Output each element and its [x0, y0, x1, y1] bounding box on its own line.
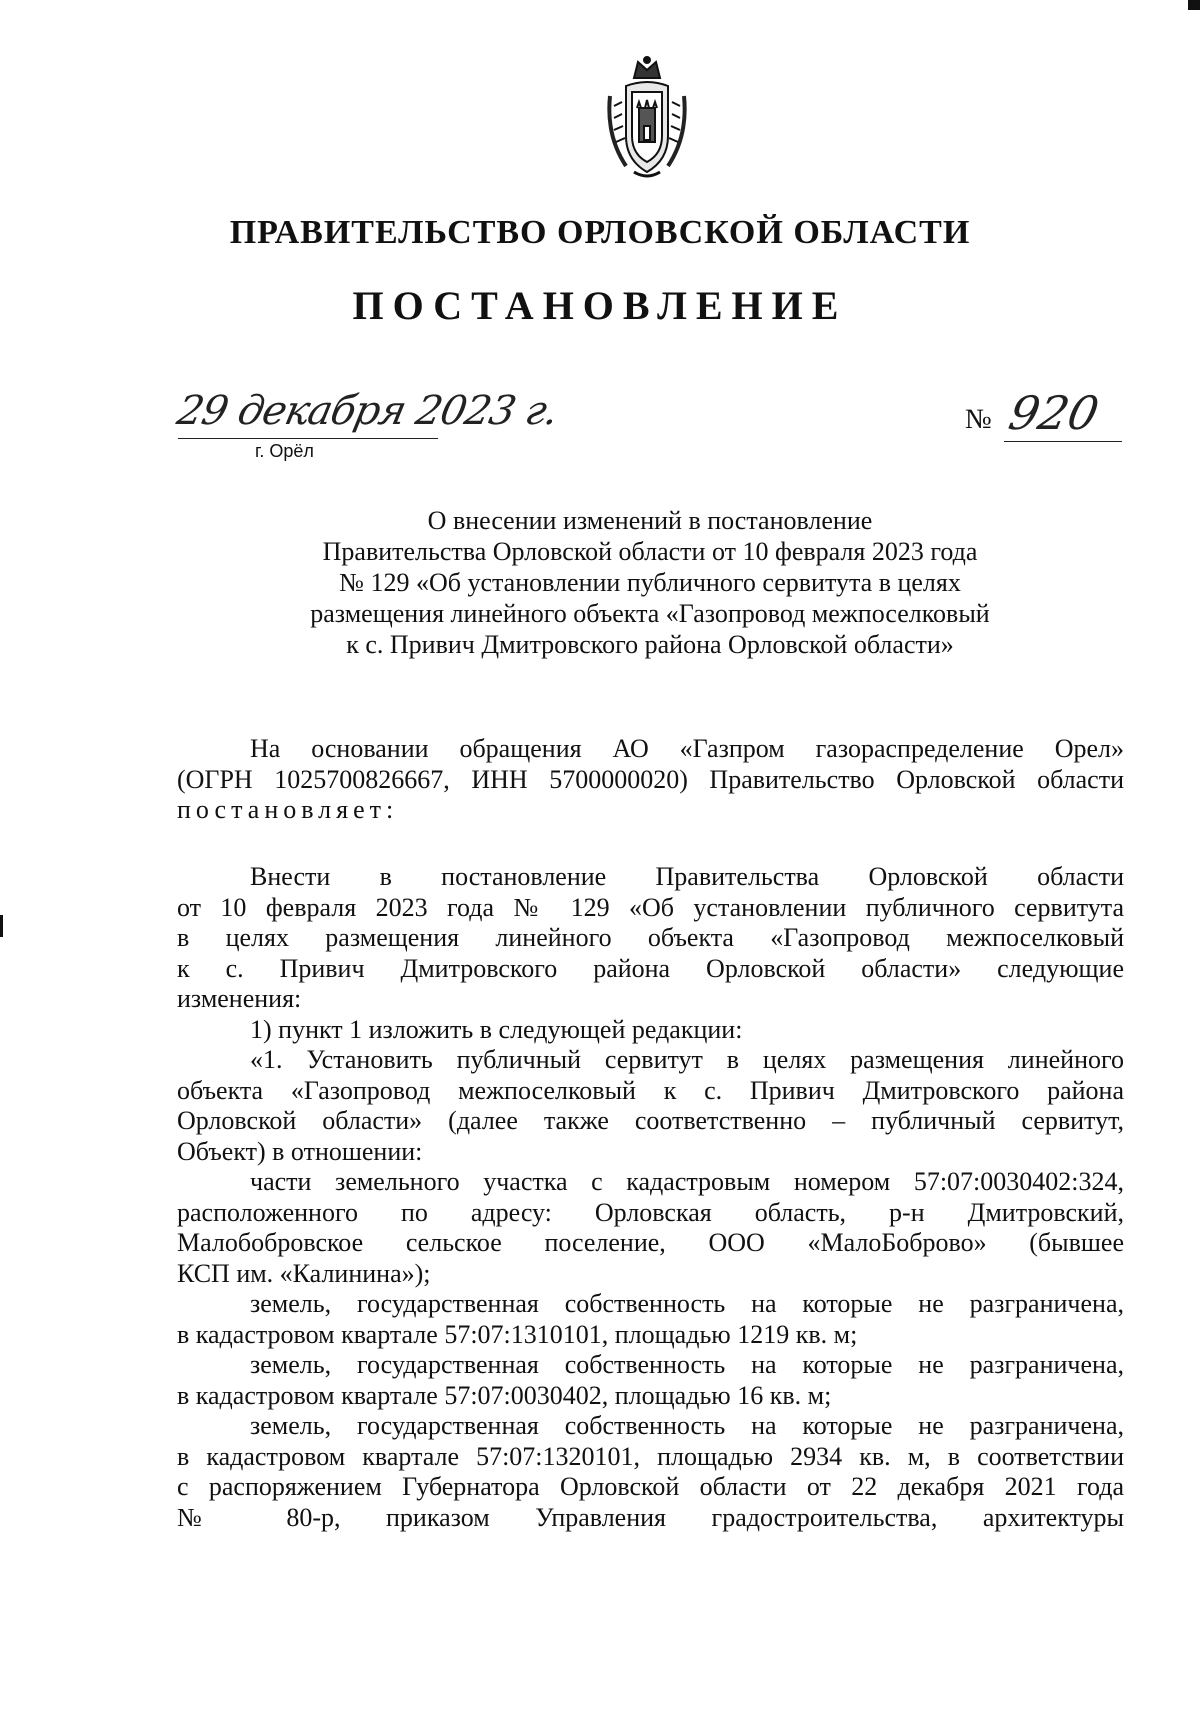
subject-line: Правительства Орловской области от 10 февраля 2023 года	[322, 537, 978, 566]
body-line: Объект) в отношении:	[177, 1136, 423, 1166]
body-line: с распоряжением Губернатора Орловской области от 22 декабря 2021 года	[177, 1472, 1124, 1501]
number-underline	[1004, 441, 1122, 442]
handwritten-date: 29 декабря 2023 г.	[173, 388, 562, 434]
body-line: в кадастровом квартале 57:07:1320101, площадью 2934 кв. м, в соответствии	[177, 1441, 1124, 1471]
body-line: в кадастровом квартале 57:07:0030402, площадью 16 кв. м;	[177, 1380, 832, 1410]
city-label: г. Орёл	[255, 441, 314, 461]
body-line: от 10 февраля 2023 года № 129 «Об установлении публичного сервитута	[177, 892, 1124, 922]
body-line: изменения:	[177, 984, 302, 1013]
coat-of-arms-icon	[604, 56, 690, 180]
body-line: Внести в постановление Правительства Орловской области	[250, 862, 1124, 891]
body-line: расположенного по адресу: Орловская область, р-н Дмитровский,	[177, 1197, 1124, 1227]
date-underline	[178, 438, 438, 439]
preamble	[177, 734, 1124, 826]
preamble-line: На основании обращения АО «Газпром газораспределение Орел»	[250, 734, 1124, 763]
document-subject	[200, 505, 1100, 660]
body-line: 1) пункт 1 изложить в следующей редакции:	[250, 1014, 743, 1044]
preamble-line: (ОГРН 1025700826667, ИНН 5700000020) Правительство Орловской области	[177, 764, 1124, 794]
document-type-heading: ПОСТАНОВЛЕНИЕ	[352, 283, 848, 328]
body-line: части земельного участка с кадастровым номером 57:07:0030402:324,	[250, 1167, 1124, 1196]
number-sign: №	[965, 404, 992, 435]
resolves-word: постановляет:	[177, 795, 399, 824]
body-line: в кадастровом квартале 57:07:1310101, площадью 1219 кв. м;	[177, 1319, 858, 1349]
body-line: в целях размещения линейного объекта «Газопровод межпоселковый	[177, 923, 1124, 952]
body-line: к с. Привич Дмитровского района Орловской области» следующие	[177, 953, 1124, 983]
subject-line: О внесении изменений в постановление	[427, 506, 873, 535]
subject-line: размещения линейного объекта «Газопровод межпоселковый	[310, 599, 990, 628]
body-line: земель, государственная собственность на которые не разграничена,	[250, 1350, 1124, 1379]
body-line: земель, государственная собственность на которые не разграничена,	[250, 1411, 1124, 1440]
government-title: ПРАВИТЕЛЬСТВО ОРЛОВСКОЙ ОБЛАСТИ	[229, 214, 971, 251]
body-line: Орловской области» (далее также соответственно – публичный сервитут,	[177, 1106, 1124, 1135]
body-line: № 80-р, приказом Управления градостроительства, архитектуры	[177, 1502, 1124, 1532]
scan-mark	[1188, 0, 1200, 10]
subject-line: к с. Привич Дмитровского района Орловской области»	[346, 630, 954, 659]
body-line: земель, государственная собственность на которые не разграничена,	[250, 1289, 1124, 1318]
body-line: Малобобровское сельское поселение, ООО «МалоБоброво» (бывшее	[177, 1228, 1124, 1257]
body-line: КСП им. «Калинина»);	[177, 1258, 431, 1288]
scan-mark	[0, 915, 3, 937]
body-line: объекта «Газопровод межпоселковый к с. Привич Дмитровского района	[177, 1075, 1124, 1105]
body-line: «1. Установить публичный сервитут в целях размещения линейного	[250, 1045, 1124, 1074]
subject-line: № 129 «Об установлении публичного сервитута в целях	[339, 568, 961, 597]
document-body	[177, 862, 1124, 1533]
handwritten-number: 920	[1004, 386, 1104, 440]
